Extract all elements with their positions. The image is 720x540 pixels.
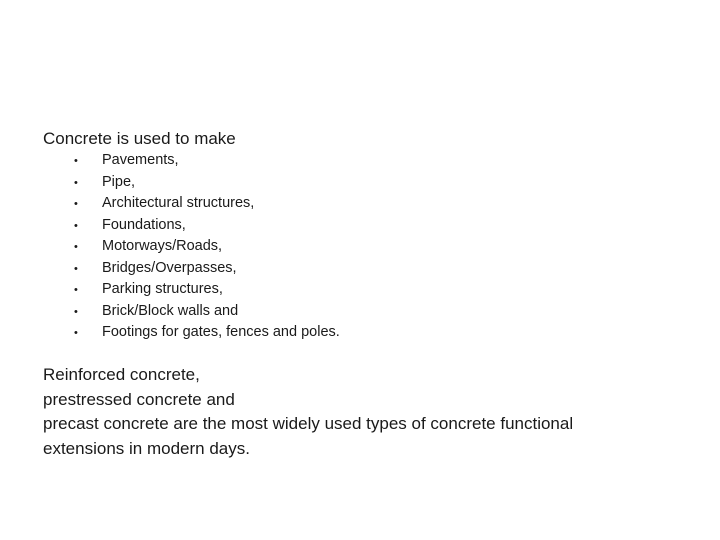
closing-line: extensions in modern days. xyxy=(43,438,250,458)
list-item-label: Parking structures, xyxy=(102,281,223,297)
list-item-label: Architectural structures, xyxy=(102,195,255,211)
intro-heading: Concrete is used to make xyxy=(43,129,236,148)
list-item-label: Foundations, xyxy=(102,216,186,233)
list-item-label: Pipe, xyxy=(102,173,136,190)
list-item-label: Brick/Block walls and xyxy=(102,302,239,319)
closing-line: prestressed concrete and xyxy=(43,389,235,409)
list-item-label: Footings for gates, fences and poles. xyxy=(102,324,340,340)
bullet-icon: • xyxy=(74,327,78,339)
list-item xyxy=(74,258,340,280)
list-item-label: Pavements, xyxy=(102,152,179,168)
bullet-icon: • xyxy=(74,241,78,253)
bullet-icon: • xyxy=(74,155,78,167)
closing-paragraph xyxy=(43,363,683,461)
bullet-icon: • xyxy=(74,219,78,232)
bullet-icon: • xyxy=(74,305,78,318)
list-item xyxy=(74,172,340,194)
closing-line: precast concrete are the most widely used types of concrete functional xyxy=(43,414,574,433)
list-item xyxy=(74,279,340,301)
list-item xyxy=(74,236,340,258)
bullet-icon: • xyxy=(74,176,78,189)
list-item-label: Bridges/Overpasses, xyxy=(102,259,237,276)
bullet-icon: • xyxy=(74,284,78,296)
list-item xyxy=(74,150,340,172)
list-item xyxy=(74,301,340,323)
list-item-label: Motorways/Roads, xyxy=(102,238,223,254)
uses-list xyxy=(74,150,340,344)
list-item xyxy=(74,193,340,215)
bullet-icon: • xyxy=(74,262,78,275)
list-item xyxy=(74,322,340,344)
list-item xyxy=(74,215,340,237)
closing-line: Reinforced concrete, xyxy=(43,365,200,384)
bullet-icon: • xyxy=(74,198,78,210)
